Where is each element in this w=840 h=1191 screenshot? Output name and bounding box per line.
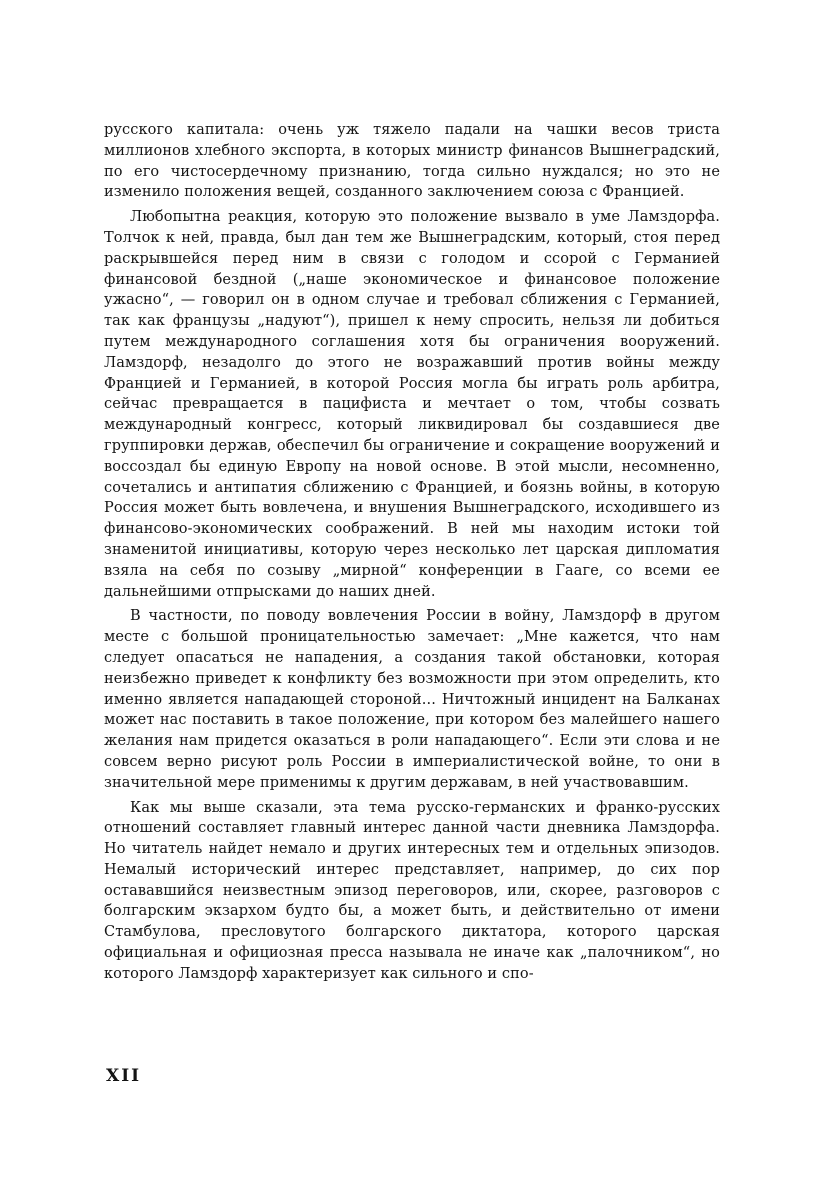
paragraph-2: Любопытна реакция, которую это положение вызвало в уме Ламздорфа. Толчок к ней, правда, был дан тем же Вышнеградским, который, стоя перед раскрывшейся перед ним в связи с голодом и ссорой с Германией финансовой бездной („наше экономическое и финансовое положение ужасно“, — говорил он в одном случае и требовал сближения с Германией, так как французы „надуют“), пришел к нему спросить, нельзя ли добиться путем международного соглашения хотя бы ограничения вооружений. Ламздорф, незадолго до этого не возражавший против войны между Францией и Германией, в которой Россия могла бы играть роль арбитра, сейчас превращается в пацифиста и мечтает о том, чтобы созвать международный конгресс, который ликвидировал бы создавшиеся две группировки держав, обеспечил бы ограничение и сокращение вооружений и воссоздал бы единую Европу на новой основе. В этой мысли, несомненно, сочетались и антипатия сближению с Францией, и боязнь войны, в которую Россия может быть вовлечена, и внушения Вышнеградского, исходившего из финансово-экономических соображений. В ней мы находим истоки той знаменитой инициативы, которую через несколько лет царская дипломатия взяла на себя по созыву „мирной“ конференции в Гааге, со всеми ее дальнейшими отпрысками до наших дней. [104,209,720,600]
paragraph-3: В частности, по поводу вовлечения России в войну, Ламздорф в другом месте с большой проницательностью замечает: „Мне кажется, что нам следует опасаться не нападения, а создания такой обстановки, которая неизбежно приведет к конфликту без возможности при этом определить, кто именно является нападающей стороной... Ничтожный инцидент на Балканах может нас поставить в такое положение, при котором без малейшего нашего желания нам придется оказаться в роли нападающего“. Если эти слова и не совсем верно рисуют роль России в империалистической войне, то они в значительной мере применимы к другим державам, в ней участвовавшим. [104,608,720,791]
body-text [104,120,720,989]
page-number: XII [106,1066,142,1086]
paragraph-4: Как мы выше сказали, эта тема русско-германских и франко-русских отношений составляет главный интерес данной части дневника Ламздорфа. Но читатель найдет немало и других интересных тем и отдельных эпизодов. Немалый исторический интерес представляет, например, до сих пор остававшийся неизвестным эпизод переговоров, или, скорее, разговоров с болгарским экзархом будто бы, а может быть, и действительно от имени Стамбулова, пресловутого болгарского диктатора, которого царская официальная и официозная пресса называла не иначе как „палочником“, но которого Ламздорф характеризует как сильного и спо- [104,799,720,982]
paragraph-1: русского капитала: очень уж тяжело падали на чашки весов триста миллионов хлебного экспорта, в которых министр финансов Вышнеградский, по его чистосердечному признанию, тогда сильно нуждался; но это не изменило положения вещей, созданного заключением союза с Францией. [104,122,720,201]
